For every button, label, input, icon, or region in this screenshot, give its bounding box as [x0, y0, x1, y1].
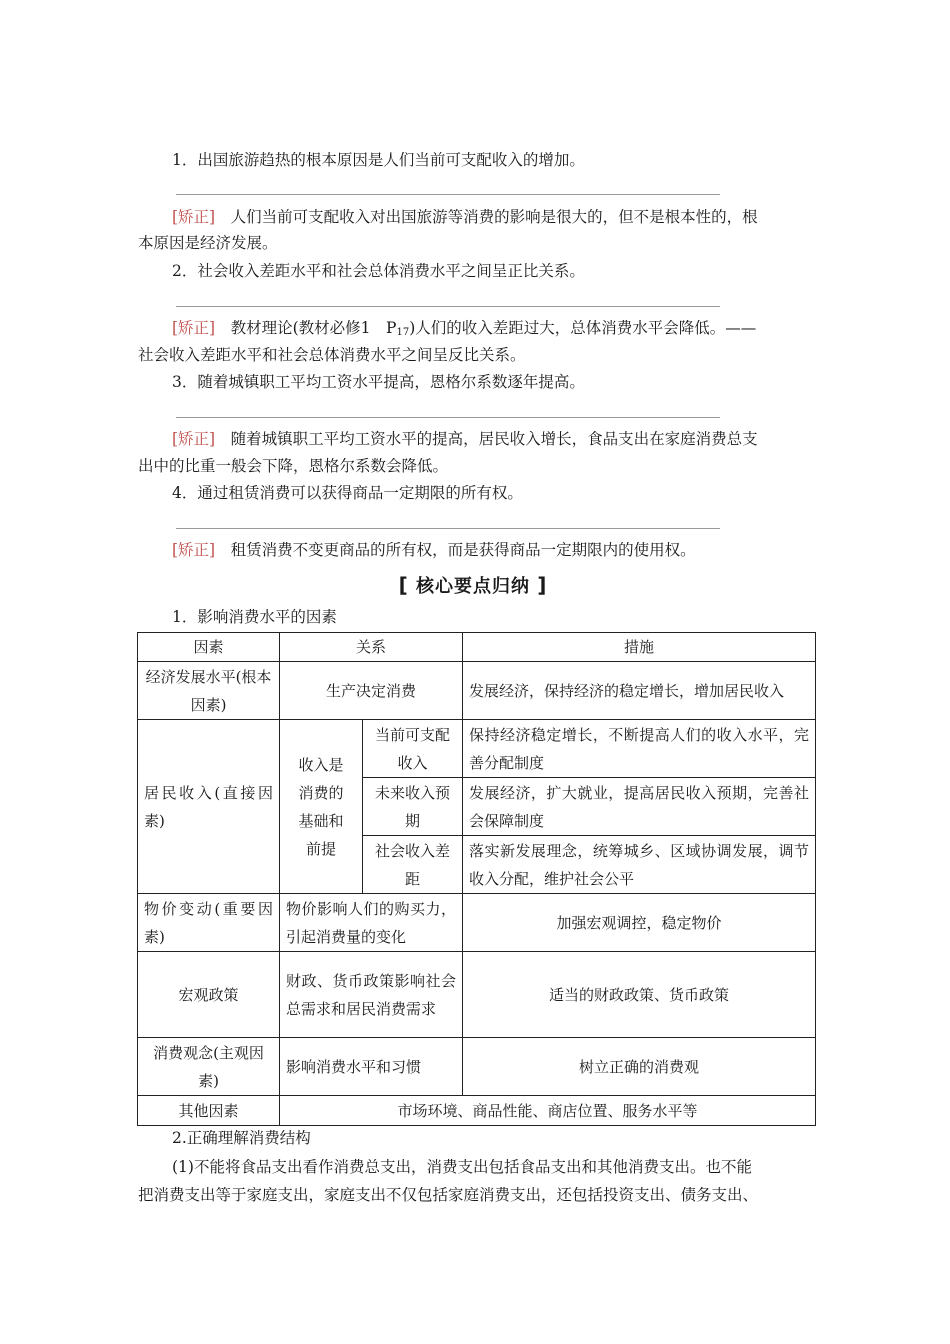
- correction-tag: [矫正]: [172, 208, 216, 226]
- statement-4: 4．通过租赁消费可以获得商品一定期限的所有权。: [172, 484, 523, 502]
- correction-3: [矫正] 随着城镇职工平均工资水平的提高，居民收入增长，食品支出在家庭消费总支: [172, 430, 758, 448]
- table-row: [138, 894, 816, 952]
- measure-cell: 适当的财政政策、货币政策: [463, 952, 816, 1038]
- measure-cell: 发展经济，保持经济的稳定增长，增加居民收入: [463, 662, 816, 720]
- answer-rule-1: [176, 194, 720, 195]
- measure-cell: 保持经济稳定增长，不断提高人们的收入水平，完善分配制度: [463, 720, 816, 778]
- relation-cell: 影响消费水平和习惯: [280, 1038, 463, 1096]
- table-row: [138, 662, 816, 720]
- section-title: [ 核心要点归纳 ]: [398, 573, 548, 597]
- factor-cell: 宏观政策: [138, 952, 280, 1038]
- header-factor: 因素: [138, 633, 280, 662]
- header-relation: 关系: [280, 633, 463, 662]
- table-row: [138, 952, 816, 1038]
- structure-paragraph-line1: (1)不能将食品支出看作消费总支出，消费支出包括食品支出和其他消费支出。也不能: [172, 1158, 752, 1176]
- sub-factor-cell: 当前可支配收入: [363, 720, 463, 778]
- relation-cell: 物价影响人们的购买力，引起消费量的变化: [280, 894, 463, 952]
- factor-cell: 物价变动(重要因素): [138, 894, 280, 952]
- correction-4: [矫正] 租赁消费不变更商品的所有权，而是获得商品一定期限内的使用权。: [172, 541, 696, 559]
- relation-measure-cell: 市场环境、商品性能、商店位置、服务水平等: [280, 1096, 816, 1126]
- structure-heading: 2.正确理解消费结构: [172, 1129, 311, 1147]
- correction-3-cont: 出中的比重一般会下降，恩格尔系数会降低。: [138, 457, 449, 475]
- correction-2-cont: 社会收入差距水平和社会总体消费水平之间呈反比关系。: [138, 346, 526, 364]
- relation-cell: 财政、货币政策影响社会总需求和居民消费需求: [280, 952, 463, 1038]
- answer-rule-2: [176, 306, 720, 307]
- correction-tag: [矫正]: [172, 319, 216, 337]
- statement-3: 3．随着城镇职工平均工资水平提高，恩格尔系数逐年提高。: [172, 373, 585, 391]
- factors-table: [137, 632, 816, 1126]
- measure-cell: 加强宏观调控，稳定物价: [463, 894, 816, 952]
- statement-1: 1．出国旅游趋热的根本原因是人们当前可支配收入的增加。: [172, 151, 585, 169]
- header-measure: 措施: [463, 633, 816, 662]
- measure-cell: 树立正确的消费观: [463, 1038, 816, 1096]
- sub-factor-cell: 未来收入预期: [363, 778, 463, 836]
- factor-cell: 其他因素: [138, 1096, 280, 1126]
- correction-2: [矫正] 教材理论(教材必修1 $P_{17}$)人们的收入差距过大，总体消费水平会降低。——: [172, 319, 757, 338]
- relation-cell: 生产决定消费: [280, 662, 463, 720]
- sub-factor-cell: 社会收入差距: [363, 836, 463, 894]
- table-row: [138, 1038, 816, 1096]
- measure-cell: 落实新发展理念，统筹城乡、区域协调发展，调节收入分配，维护社会公平: [463, 836, 816, 894]
- factor-cell: 消费观念(主观因素): [138, 1038, 280, 1096]
- structure-paragraph-line2: 把消费支出等于家庭支出，家庭支出不仅包括家庭消费支出，还包括投资支出、债务支出、: [138, 1186, 759, 1204]
- table-heading: 1．影响消费水平的因素: [172, 608, 337, 626]
- correction-1: [矫正] 人们当前可支配收入对出国旅游等消费的影响是很大的，但不是根本性的，根: [172, 208, 758, 226]
- answer-rule-3: [176, 417, 720, 418]
- table-header-row: [138, 633, 816, 662]
- measure-cell: 发展经济，扩大就业，提高居民收入预期，完善社会保障制度: [463, 778, 816, 836]
- relation-cell: 收入是消费的基础和前提: [280, 720, 363, 894]
- factor-cell: 居民收入(直接因素): [138, 720, 280, 894]
- table-row: [138, 1096, 816, 1126]
- table-row: [138, 720, 816, 778]
- correction-tag: [矫正]: [172, 541, 216, 559]
- correction-tag: [矫正]: [172, 430, 216, 448]
- correction-1-cont: 本原因是经济发展。: [138, 234, 278, 252]
- answer-rule-4: [176, 528, 720, 529]
- statement-2: 2．社会收入差距水平和社会总体消费水平之间呈正比关系。: [172, 262, 585, 280]
- factor-cell: 经济发展水平(根本因素): [138, 662, 280, 720]
